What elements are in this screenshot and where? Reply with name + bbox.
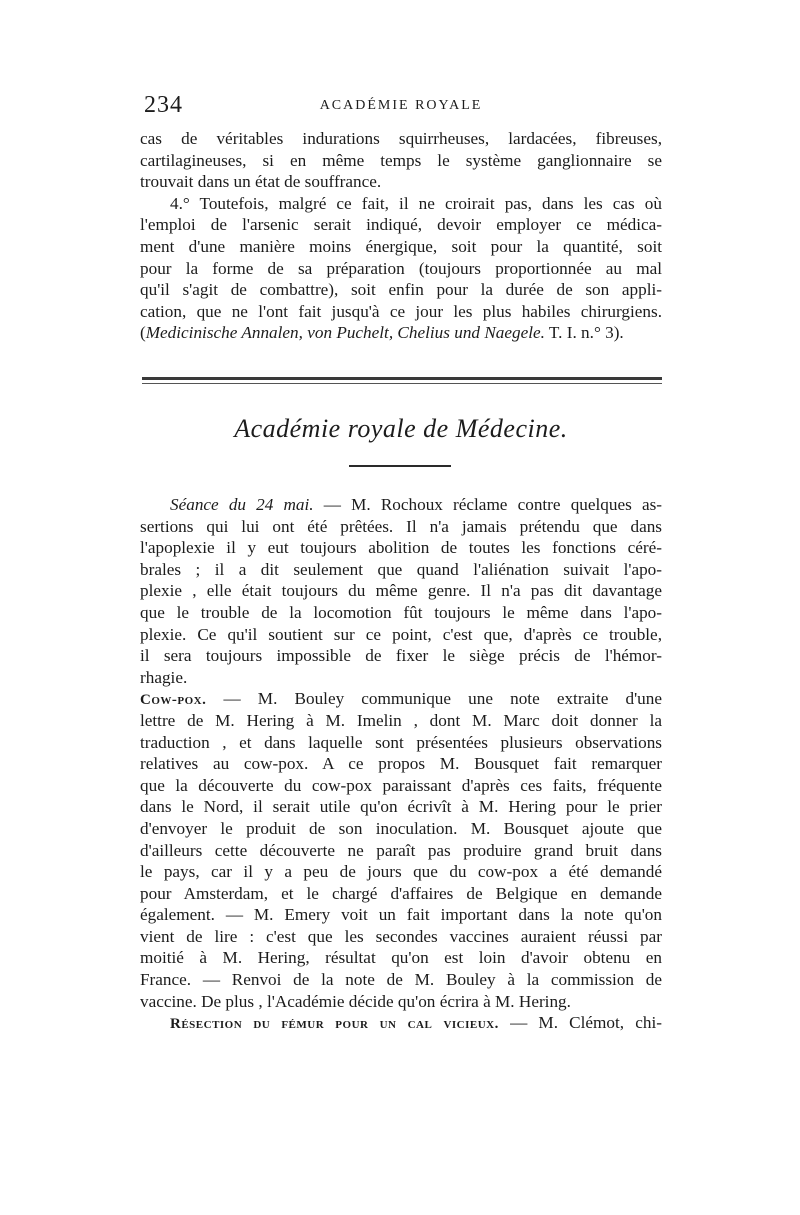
text-line: l'emploi de l'arsenic serait indiqué, devoir employer ce médica- bbox=[140, 215, 662, 235]
text-line: 4.° Toutefois, malgré ce fait, il ne croirait pas, dans les cas où bbox=[170, 193, 662, 213]
title-underline bbox=[349, 465, 451, 467]
text-line: le pays, car il y a peu de jours que du cow-pox a été demandé bbox=[140, 862, 662, 882]
text-line: plexie , elle était toujours du même genre. Il n'a pas dit davantage bbox=[140, 581, 662, 601]
section-title: Académie royale de Médecine. bbox=[234, 414, 568, 443]
cowpox-lead-line bbox=[140, 688, 662, 710]
citation-open: ( bbox=[140, 323, 146, 343]
text-line: brales ; il a dit seulement que quand l'aliénation suivait l'apo- bbox=[140, 559, 662, 579]
text-line: vient de lire : c'est que les secondes vaccines auraient réussi par bbox=[140, 926, 662, 946]
text-line: cas de véritables indurations squirrheuses, lardacées, fibreuses, bbox=[140, 129, 662, 148]
session-date: Séance du 24 mai. bbox=[170, 495, 314, 514]
resection-lead-text: — M. Clémot, chi- bbox=[498, 1013, 662, 1033]
resection-lead-line bbox=[140, 1012, 662, 1034]
text-line: que la découverte du cow-pox paraissant d'après ces faits, fréquente bbox=[140, 775, 662, 795]
text-line: lettre de M. Hering à M. Imelin , dont M. Marc doit donner la bbox=[140, 710, 662, 730]
citation-source: Medicinische Annalen, von Puchelt, Chelius und Naegele. bbox=[145, 323, 545, 343]
text-line: d'envoyer le produit de son inoculation. M. Bousquet ajoute que bbox=[140, 818, 662, 838]
running-head: ACADÉMIE ROYALE bbox=[319, 98, 483, 113]
text-line: ment d'une manière moins énergique, soit pour la quantité, soit bbox=[140, 236, 662, 256]
resection-heading: Résection du fémur pour un cal vicieux. bbox=[170, 1016, 499, 1033]
text-line: cation, que ne l'ont fait jusqu'à ce jour les plus habiles chirurgiens. bbox=[140, 301, 662, 321]
text-line: plexie. Ce qu'il soutient sur ce point, c'est que, d'après ce trouble, bbox=[140, 624, 662, 644]
section-divider-thin bbox=[142, 383, 662, 384]
page-header bbox=[140, 92, 662, 126]
text-line: traduction , et dans laquelle sont présentées plusieurs observations bbox=[140, 732, 662, 752]
text-line: il sera toujours impossible de fixer le siège précis de l'hémor- bbox=[140, 646, 662, 666]
text-line: également. — M. Emery voit un fait important dans la note qu'on bbox=[140, 905, 662, 925]
text-line: l'apoplexie il y eut toujours abolition de toutes les fonctions céré- bbox=[140, 538, 662, 558]
text-line: que le trouble de la locomotion fût toujours le même dans l'apo- bbox=[140, 602, 662, 622]
citation-line bbox=[140, 322, 662, 344]
text-line: rhagie. bbox=[140, 667, 188, 687]
text-line: relatives au cow-pox. A ce propos M. Bousquet fait remarquer bbox=[140, 754, 662, 774]
text-line: dans le Nord, il serait utile qu'on écrivît à M. Hering pour le prier bbox=[140, 797, 662, 817]
text-line: France. — Renvoi de la note de M. Bouley à la commission de bbox=[140, 970, 662, 990]
text-line: pour Amsterdam, et le chargé d'affaires de Belgique en demande bbox=[140, 883, 662, 903]
text-line: qu'il s'agit de combattre), soit enfin pour la durée de son appli- bbox=[140, 280, 662, 300]
text-line: cartilagineuses, si en même temps le système ganglionnaire se bbox=[140, 150, 662, 170]
text-line: moitié à M. Hering, résultat qu'on est loin d'avoir obtenu en bbox=[140, 948, 662, 968]
text-line: pour la forme de sa préparation (toujours proportionnée au mal bbox=[140, 258, 662, 278]
page-number: 234 bbox=[144, 92, 183, 118]
session-report bbox=[140, 494, 662, 1034]
section-divider bbox=[142, 377, 662, 380]
text-line: trouvait dans un état de souffrance. bbox=[140, 172, 382, 192]
text-line: sertions qui lui ont été prêtées. Il n'a jamais prétendu que dans bbox=[140, 516, 662, 536]
session-lead-line bbox=[140, 494, 662, 516]
citation-ref: T. I. n.° 3). bbox=[544, 323, 624, 343]
cowpox-heading: Cow-pox. bbox=[140, 692, 207, 709]
text-line: d'ailleurs cette découverte ne paraît pas produire grand bruit dans bbox=[140, 840, 662, 860]
text-line: vaccine. De plus , l'Académie décide qu'on écrira à M. Hering. bbox=[140, 991, 571, 1011]
article-continuation bbox=[140, 128, 662, 344]
cowpox-lead-text: — M. Bouley communique une note extraite d'une bbox=[206, 689, 662, 709]
session-lead-text: — M. Rochoux réclame contre quelques as- bbox=[313, 495, 662, 514]
